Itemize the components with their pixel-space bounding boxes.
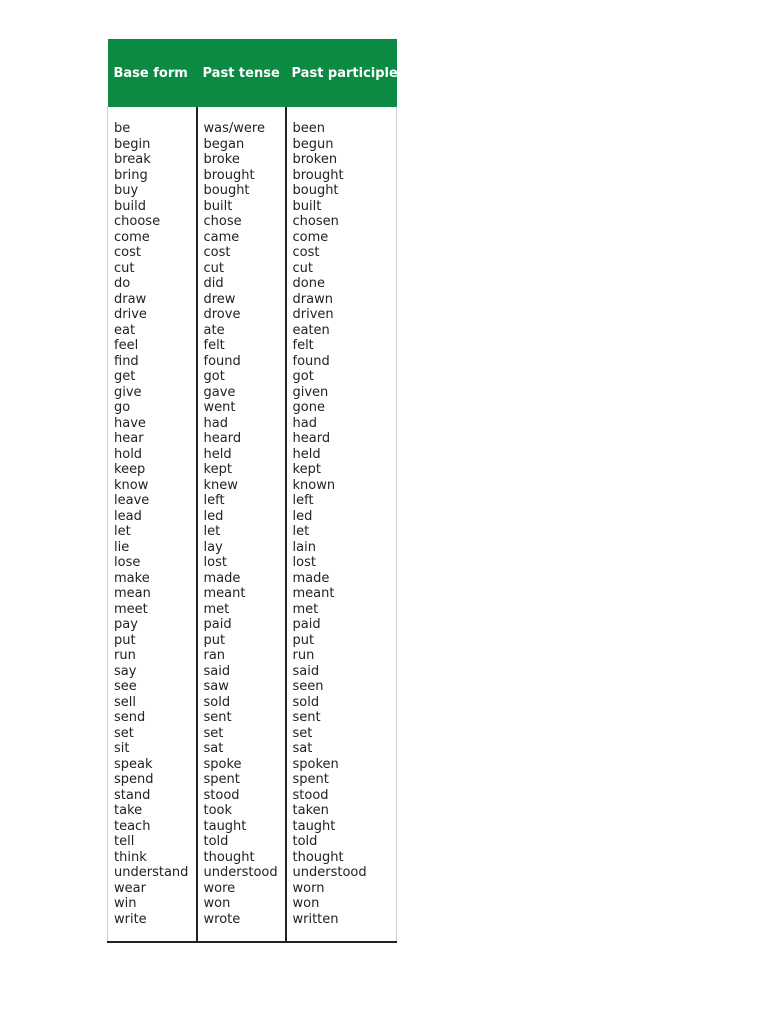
past-tense-word: broke — [203, 152, 240, 167]
past-participle-word: thought — [292, 849, 344, 865]
base-form-word: teach — [114, 818, 151, 834]
past-tense-word: wrote — [203, 911, 241, 927]
base-form-word: eat — [114, 322, 136, 338]
table-body — [108, 107, 397, 942]
base-form-word: leave — [114, 493, 150, 508]
past-tense-word: lay — [203, 539, 223, 555]
base-form-word: take — [114, 803, 143, 818]
past-participle-word: taught — [292, 818, 336, 834]
base-form-word: feel — [114, 338, 139, 353]
past-tense-word: cut — [203, 260, 224, 276]
past-tense-word: began — [203, 136, 245, 152]
base-form-word: come — [114, 229, 150, 245]
base-form-word: cost — [114, 245, 141, 260]
base-form-word: make — [114, 570, 150, 586]
past-participle-word: led — [292, 508, 313, 524]
base-form-word: buy — [114, 183, 139, 198]
past-tense-word: came — [203, 229, 240, 245]
base-form-word: pay — [114, 617, 138, 632]
past-tense-word: built — [203, 198, 233, 214]
past-participle-word: lost — [292, 555, 316, 570]
base-form-word: choose — [114, 214, 161, 229]
past-tense-column — [197, 107, 286, 942]
past-participle-word: come — [292, 229, 329, 245]
past-tense-word: ate — [203, 322, 225, 338]
verbs-row — [108, 107, 397, 942]
past-tense-word: drove — [203, 307, 241, 322]
past-participle-word: got — [292, 369, 314, 384]
past-tense-word: got — [203, 369, 225, 384]
base-form-word: wear — [114, 880, 146, 896]
base-form-word: keep — [114, 462, 146, 477]
past-tense-word: told — [203, 834, 229, 849]
base-form-word: meet — [114, 601, 148, 617]
base-form-word: sell — [114, 694, 136, 710]
past-participle-word: paid — [292, 617, 321, 632]
past-participle-word: meant — [292, 586, 335, 601]
base-form-word: send — [114, 710, 146, 725]
past-participle-word: told — [292, 834, 318, 849]
past-participle-word: written — [292, 911, 339, 927]
past-tense-word: was/were — [203, 121, 265, 136]
past-tense-word: sold — [203, 694, 231, 710]
past-participle-word: chosen — [292, 214, 339, 229]
past-tense-word: made — [203, 570, 241, 586]
past-tense-word: held — [203, 446, 232, 462]
irregular-verbs-table — [107, 39, 397, 943]
base-form-word: understand — [114, 865, 189, 880]
base-form-word: get — [114, 369, 136, 384]
past-tense-word: did — [203, 276, 224, 291]
past-participle-word: felt — [292, 338, 314, 353]
base-form-word: say — [114, 663, 137, 679]
past-tense-word: said — [203, 663, 231, 679]
past-participle-word: said — [292, 663, 320, 679]
base-form-word: drive — [114, 307, 147, 322]
past-tense-word: understood — [203, 865, 278, 880]
past-participle-word: begun — [292, 136, 334, 152]
past-tense-word: heard — [203, 431, 242, 446]
past-participle-word: lain — [292, 539, 316, 555]
base-form-word: find — [114, 353, 139, 369]
base-form-word: think — [114, 849, 147, 865]
past-participle-word: spent — [292, 772, 329, 787]
past-tense-word: bought — [203, 183, 250, 198]
base-form-word: mean — [114, 586, 151, 601]
past-participle-word: spoken — [292, 756, 339, 772]
past-tense-word: spoke — [203, 756, 242, 772]
past-tense-word: lost — [203, 555, 227, 570]
past-participle-word: eaten — [292, 322, 330, 338]
past-tense-word: sat — [203, 741, 224, 756]
past-participle-word: bought — [292, 183, 339, 198]
past-participle-word: sold — [292, 694, 320, 710]
base-form-word: break — [114, 152, 151, 167]
past-participle-word: set — [292, 725, 313, 741]
base-form-word: give — [114, 384, 142, 400]
past-participle-word: let — [292, 524, 310, 539]
base-form-word: put — [114, 632, 136, 648]
header-past-participle: Past participle — [286, 39, 397, 107]
past-participle-word: heard — [292, 431, 331, 446]
header-base-form: Base form — [108, 39, 197, 107]
past-tense-word: led — [203, 508, 224, 524]
past-participle-word: broken — [292, 152, 338, 167]
past-tense-word: drew — [203, 291, 236, 307]
past-participle-word: met — [292, 601, 319, 617]
past-tense-word: saw — [203, 679, 229, 694]
past-participle-word: understood — [292, 865, 367, 880]
base-form-word: lead — [114, 508, 142, 524]
past-participle-word: cost — [292, 245, 320, 260]
base-form-word: begin — [114, 136, 151, 152]
past-participle-word: known — [292, 477, 336, 493]
past-participle-word: kept — [292, 462, 321, 477]
past-participle-word: found — [292, 353, 330, 369]
past-participle-column — [286, 107, 397, 942]
past-tense-word: found — [203, 353, 241, 369]
past-tense-word: meant — [203, 586, 246, 601]
past-participle-word: stood — [292, 787, 329, 803]
past-participle-word: won — [292, 896, 320, 911]
base-form-word: sit — [114, 741, 130, 756]
base-form-word: set — [114, 725, 134, 741]
past-participle-word: given — [292, 384, 329, 400]
base-form-word: bring — [114, 167, 148, 183]
past-tense-word: stood — [203, 787, 240, 803]
past-tense-word: thought — [203, 849, 255, 865]
past-participle-word: been — [292, 121, 325, 136]
past-tense-word: went — [203, 400, 236, 415]
base-form-word: speak — [114, 756, 153, 772]
past-participle-word: had — [292, 415, 317, 431]
base-form-word: run — [114, 648, 136, 663]
past-tense-word: felt — [203, 338, 225, 353]
base-form-word: stand — [114, 787, 151, 803]
past-participle-word: held — [292, 446, 321, 462]
past-tense-word: cost — [203, 245, 231, 260]
past-participle-word: driven — [292, 307, 334, 322]
past-participle-word: made — [292, 570, 330, 586]
past-participle-word: brought — [292, 167, 344, 183]
past-tense-word: gave — [203, 384, 236, 400]
base-form-word: see — [114, 679, 137, 694]
past-tense-word: knew — [203, 477, 238, 493]
base-form-word: cut — [114, 260, 135, 276]
past-tense-word: wore — [203, 880, 236, 896]
base-form-word: lose — [114, 555, 141, 570]
base-form-word: let — [114, 524, 131, 539]
past-participle-word: built — [292, 198, 322, 214]
base-form-word: have — [114, 415, 146, 431]
header-past-tense: Past tense — [197, 39, 286, 107]
past-tense-word: ran — [203, 648, 226, 663]
base-form-word: write — [114, 911, 147, 927]
past-tense-word: kept — [203, 462, 232, 477]
base-form-word: build — [114, 198, 146, 214]
header-row — [108, 39, 397, 107]
base-form-word: win — [114, 896, 137, 911]
base-form-word: do — [114, 276, 131, 291]
table-header — [108, 39, 397, 107]
past-participle-word: cut — [292, 260, 313, 276]
base-form-word: draw — [114, 291, 147, 307]
past-participle-word: seen — [292, 679, 324, 694]
past-participle-word: worn — [292, 880, 325, 896]
past-tense-word: brought — [203, 167, 255, 183]
past-tense-word: had — [203, 415, 228, 431]
base-form-word: spend — [114, 772, 154, 787]
base-form-word: hear — [114, 431, 144, 446]
past-tense-word: let — [203, 524, 221, 539]
past-participle-word: sent — [292, 710, 321, 725]
past-participle-word: put — [292, 632, 315, 648]
base-form-column — [108, 107, 197, 942]
past-tense-word: put — [203, 632, 226, 648]
past-tense-word: paid — [203, 617, 232, 632]
past-tense-word: set — [203, 725, 224, 741]
past-tense-word: chose — [203, 214, 242, 229]
past-tense-word: won — [203, 896, 231, 911]
past-participle-word: done — [292, 276, 325, 291]
base-form-word: hold — [114, 446, 143, 462]
base-form-word: be — [114, 121, 131, 136]
base-form-word: know — [114, 477, 149, 493]
past-tense-word: spent — [203, 772, 240, 787]
past-participle-word: drawn — [292, 291, 333, 307]
base-form-word: lie — [114, 539, 130, 555]
base-form-word: tell — [114, 834, 135, 849]
past-tense-word: sent — [203, 710, 232, 725]
past-participle-word: run — [292, 648, 315, 663]
base-form-word: go — [114, 400, 131, 415]
past-tense-word: taught — [203, 818, 247, 834]
past-participle-word: sat — [292, 741, 313, 756]
past-tense-word: took — [203, 803, 233, 818]
past-participle-word: left — [292, 493, 314, 508]
past-tense-word: left — [203, 493, 225, 508]
past-tense-word: met — [203, 601, 230, 617]
past-participle-word: taken — [292, 803, 329, 818]
past-participle-word: gone — [292, 400, 325, 415]
